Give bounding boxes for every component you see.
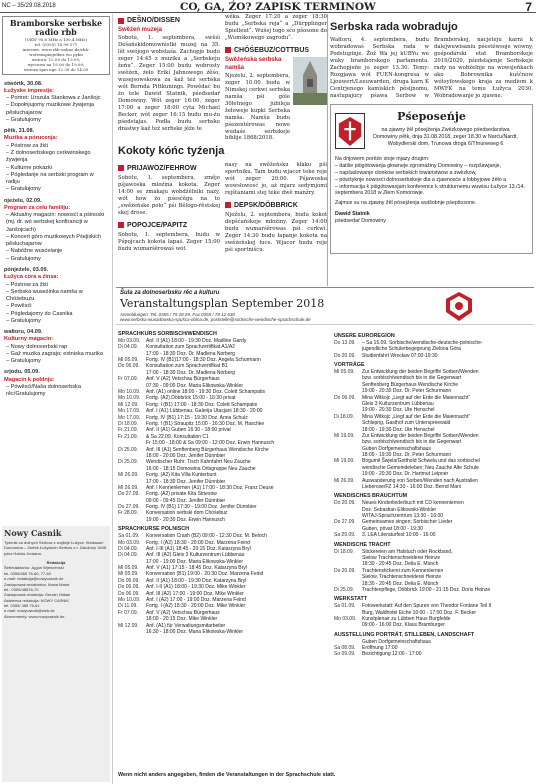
right-column — [330, 14, 533, 284]
event-title: Veranstaltungsplan September 2018 — [120, 297, 325, 310]
agenda-item: – pówšyknje nowosći dolnoserbskeje dla a zjawnosće a lobbyjowe žěło a — [335, 176, 507, 183]
program-day: stwórtk, 30.08. — [4, 80, 43, 87]
issue-label: NC – 35/29.08.2018 — [2, 3, 56, 9]
article-fehrow — [118, 162, 220, 254]
closing-text: Zajmce su na zjawny žěl pósejźenja wutšobnje pśepšosone. — [335, 200, 477, 207]
event-desc: Fortg. I (A2) 18:30 - 20:00 Doz. Mike Winkler — [146, 603, 246, 610]
program-item: – Gratulujomy — [6, 186, 41, 193]
event-date: Di 25.09. — [118, 459, 139, 466]
event-desc: Wendischer Ruhr: Tisch Kahnfahrt Neu Zauche — [146, 459, 251, 466]
event-section-title: AUSSTELLUNG PORTRÄT, STILLEBEN, LANDSCHAFT — [334, 631, 475, 638]
event-desc: Anf. II (A1) 18:00 - 19:30 Doz. Katarzyna Bryl — [146, 577, 247, 584]
article-text: Wałtoru, 4. septembera, budu wobradowaś Serbska rada w Podstupinje. Žož Wa jej kUBYu we wuky bramborskego parlamenta. Zachopjeńe jo zeger 13.30. Temy: Rozgjawa wót FUEN-kongresa w Ljouwert/Leeuwarden, druga karn K Centrjenego kamiskich pěsijnomu, nastupajucy pśawa Serbow w Bramborskej, nacjeteju karni k dalejwuwisaniu pśestéwsoje wowny, gośpodarski etat Bramborskeje 2019/2020, pśedstajenje Serbskeje rady na wobźelnje na wowsjeńkach ako Bobrownika kuščnow wótsyfowskego kraja za mediom k MWFK na temu Łužyca 2030. Wobradowanje jo zjawne. — [330, 37, 533, 100]
event-section-title: VORTRÄGE — [334, 362, 365, 369]
program-section-title: Łužyske impresije: — [4, 87, 55, 94]
invitation-notice — [330, 104, 533, 254]
event-desc: Zur Entwicklung der beiden Begriffe Sorben/Wenden — [362, 432, 479, 439]
event-desc: Anf. (A1) online 18:00 - 19:30 Doz. Colett Schampatis — [146, 389, 265, 396]
nowy-blurb: Tyźenik za dolnych Serbow z wujšeje Łužyce. Wudawaŕ: Domowina – Zwězk Łužyskich Serbow z.t. Załožony 1848 pśez Hańža Jordana. — [4, 539, 107, 556]
agenda-item: – dališe pśigótowanja głowneje zgromažiny Domowiny – rozpšawjanje, — [335, 162, 502, 169]
program-day: srjodu, 05.09. — [4, 369, 40, 376]
event-desc: Fotowerkstatt: Auf den Spuren von Theodor Fontane Teil II — [362, 603, 492, 610]
event-desc: 18:00 - 20:15 Doz. Mike Winkler — [146, 616, 218, 623]
event-date: Di 25.09. — [118, 446, 139, 453]
section-heading: DEPSK/DÖBBRICK — [225, 201, 327, 210]
event-date: Di 11.09. — [118, 603, 138, 610]
event-desc: Fr 15:00 - 18:00 & Sa 09:00 - 12:00 Doz. Erwin Hannusch — [146, 440, 275, 447]
event-desc: 18:00 - 20:00 Doz. Jenifer Dünnbier — [146, 452, 226, 459]
contact-line: Zastupowaś redaktorka: Nowa Maria — [4, 581, 70, 587]
program-section-title: Magacin k połdnju: — [4, 376, 55, 383]
contact-line: tel.: 0355/48576-70 — [4, 586, 39, 592]
program-item: – Gratulujomy — [6, 116, 41, 123]
radio-info-line: tel. (0355) 14 99 171 — [34, 41, 78, 47]
event-date — [334, 484, 362, 490]
event-section-title: UNSERE EUROREGION — [334, 333, 395, 339]
article-text: Njeźelu, 2. septembera, zeger 10.00 budu w Nimskej cerkwi serbska namša pśi góle 30letnego jubileja žełoweje kupki Serbska namša. Namšu budu pśezentérowas nowe wudaśe serbskeje biblije 1868/2018. — [225, 72, 290, 142]
program-day: pónjeźele, 03.09. — [4, 266, 49, 273]
article-headline: Serbska rada wobradujo — [330, 21, 458, 33]
event-desc: Lieberose/FZ 14:30 - 16:00 Doz. Bernd Marx — [362, 484, 462, 491]
event-desc: 19:00 - 20:30 Doz. Dr. Peter Schurmann — [362, 388, 452, 395]
event-desc: Guben Dorfgemeinschaftshaus — [362, 638, 431, 645]
event-desc: Anf. (A1) für Verwaltungsmitarbeiter — [146, 622, 226, 629]
event-date: Fr 28.09. — [118, 510, 139, 517]
event-date: Sa 29.09. — [334, 532, 356, 539]
section-heading: PRIJAWOZ/FEHROW — [118, 164, 220, 173]
program-day: njeźelu, 02.09. — [4, 197, 42, 204]
event-desc: Fortg. I (A2) 18:30 - 20:00 Doz. Marzena Feind — [146, 539, 250, 546]
event-date: Mo 10.09. — [118, 597, 141, 604]
event-date: Do 20.09. — [334, 567, 356, 574]
event-date: Mi 19.09. — [334, 458, 355, 465]
event-desc: Anf. I Kennenlernen (A1) 17:00 - 18:30 Doz. Franz Deuse — [146, 484, 274, 491]
contact-line: Asistenca redakcija: NOWY CASNIK — [4, 597, 70, 603]
event-plan — [116, 287, 534, 781]
program-item: – Gaž muzika zagrajo: estniska muzika — [6, 350, 103, 357]
event-date: Mo 03.09. — [118, 337, 141, 344]
event-desc: 07:30 - 09:00 Doz. Maria Elikowska-Winkler — [146, 382, 243, 389]
event-desc: Neues Kinderliederbuch mit CD kennenlernen — [362, 500, 464, 507]
agenda-list — [335, 163, 528, 197]
event-desc: 18:30 - 20:45 Doz. Delia E. Münch — [362, 580, 439, 587]
contact-line: e-mail: nowycasnik@web.de — [4, 608, 55, 614]
event-row — [334, 353, 532, 359]
event-date: Sa 01.09. — [334, 603, 356, 610]
event-date: Fr 07.09. — [118, 609, 139, 616]
event-date: Mi 12.09. — [118, 622, 139, 629]
event-desc: 17:00 - 18:30 Doz. Dr. Madlena Norberg — [146, 350, 235, 357]
event-date: Mi 26.09. — [118, 472, 139, 479]
program-item: – Koncert góro muzikowych Pśejiskich pěsluchajarow — [6, 233, 102, 248]
event-desc: Trachtenstickerei zum Kennenlernen — [362, 567, 444, 574]
event-desc: Fortg. I (B1) Straupitz 15:00 - 16:30 Doz. M. Haschke — [146, 420, 265, 427]
page-title: CO, GA, ŹO? ZAPISK TERMINOW — [180, 1, 376, 13]
event-desc: 18:00 - 19:30 Doz. Ute Henschel — [362, 426, 435, 433]
event-row — [334, 484, 532, 490]
event-desc: 3. LEA Literaturfest 10:00 - 16:00 — [362, 532, 436, 539]
event-date: Mo 10.09. — [118, 395, 141, 402]
event-desc: 17:00 - 18:30 Doz. Dr. Madlena Norberg — [146, 369, 235, 376]
square-icon — [118, 165, 124, 171]
radio-info-line: internet: www.rbb-online.de/rbb- — [22, 46, 90, 52]
article-doebbrick — [225, 162, 327, 254]
event-date: Mo 03.09. — [118, 539, 141, 546]
event-section-title: SPRACHKURS SORBISCH/WENDISCH — [118, 331, 217, 337]
event-plan-header — [116, 288, 534, 325]
event-date: Do 06.09. — [334, 394, 356, 401]
program-item: – Gratulujomy — [6, 255, 41, 262]
event-desc: 17:00 - 19:00 Doz. Maria Elikowska-Winkler — [146, 558, 243, 565]
left-sidebar — [0, 14, 113, 784]
event-desc: Auswanderung von Sorben/Wenden nach Australien — [362, 477, 478, 484]
event-desc: Anf. III (A1) Senftenberg Bürgerhaus Wendische Kirche — [146, 446, 269, 453]
article-dessen-cont — [225, 14, 327, 142]
event-desc: Konsultation zum Sprachzertifikat B1 — [146, 363, 228, 370]
event-date: Di 18.09. — [118, 420, 139, 427]
event-desc: Trachtenpflege, Döbbrick 19:00 - 21:15 Doz. Doris Heinze — [362, 586, 491, 593]
event-date: Mi 26.09. — [118, 484, 139, 491]
event-desc: Anf. II (A1) Guben 16:30 - 18:00 privat — [146, 427, 231, 434]
program-item: – Powěsći — [6, 303, 32, 310]
event-desc: 19:00 - 20:30 Doz. Erwin Hannusch — [146, 516, 225, 523]
event-date: Mi 05.09. — [118, 571, 139, 578]
article-subhead: Swěźeń muzeja — [118, 27, 163, 34]
nowy-redakcija: Redakcija — [46, 559, 66, 565]
event-desc: Anf. I (A1) Lübbenau, Galerija Utacjani 18:30 - 20:00 — [146, 408, 263, 415]
event-desc: Fortg. IV (B1) 17:15 - 19:30 Doz. Anna Schulz — [146, 414, 248, 421]
event-date: Di 18.09. — [334, 548, 355, 555]
event-date — [118, 629, 146, 635]
event-subtitle: Anmeldungen: Tel. 0355 / 79 28 29, Fax 0355 / 78 12 630 www.serbska-wusadowska-spušca-dolna.de, poststelle@sorbische-wendische-sprachschule.de — [120, 312, 311, 323]
program-section-title: Łužyca cora a źinsa: — [4, 274, 59, 281]
event-row — [334, 532, 532, 538]
contact-line: e-mail: redakcija@nowycasnik.de — [4, 576, 64, 582]
event-date: Di 25.09. — [334, 586, 355, 593]
event-date: Mo 03.09. — [334, 615, 357, 622]
event-desc: Fortg. (A2) private Kita Striesow — [146, 491, 217, 498]
event-desc: 16:00 - 18:15 Domowina Ortsgruppe Neu Zauche — [146, 465, 256, 472]
event-desc: Fortg. (A2) Döbbrick 15:00 - 16:30 privat — [146, 395, 236, 402]
event-desc: Sielow Trachtenschneiderei Heinze — [362, 554, 441, 561]
square-icon — [118, 18, 124, 24]
event-desc: Anf. V (A1) 17:15 - 18:45 Doz. Katarzyna Bryl — [146, 565, 247, 572]
square-icon — [118, 222, 124, 228]
square-icon — [225, 202, 231, 208]
program-item: – Z dolnoserbskego cerkwinskego žywjenja — [6, 149, 91, 164]
event-desc: Zur Entwicklung der beiden Begriffe Sorben/Wenden — [362, 368, 479, 375]
article-text: wěka. Zeger 17:20 a zeger 18:30 budu „Serbska reja“ a „Dürpplinger Spielleut“. Wušej togo sćo pšosone do „Wumškowego zagrodu“. — [225, 14, 327, 41]
event-desc: 19:00 - 20:30 Doz. Dr. Hartmut Leipner — [362, 471, 449, 478]
square-icon — [225, 47, 231, 53]
radio-program — [0, 75, 112, 401]
school-logo-icon — [444, 290, 474, 323]
church-photo-icon — [293, 57, 327, 105]
event-desc: Gemeinsames singen: Sorbischer Lieder — [362, 519, 453, 526]
event-desc: Senftenberg Bürgerhaus Wendische Kirche — [362, 381, 459, 388]
event-date: Do 20.09. — [334, 352, 356, 359]
event-desc: Fortg. (A2) Kita Villa Kunterbunt — [146, 472, 217, 479]
event-date — [334, 622, 362, 628]
event-desc: Guben, privat 18:00 - 19:30 — [362, 525, 423, 532]
event-desc: Mina Witkojc „Liegt auf der Erde die Maiennacht“ — [362, 413, 471, 420]
contact-line: Zastupowaś redakcija: Gerwin Hóšan — [4, 592, 71, 598]
event-desc: Anf. III (A2) 17:00 - 19:00 Doz. Mike Winkler — [146, 590, 244, 597]
radio-info — [5, 37, 107, 72]
radio-title: Bramborske serbske radio rbb — [9, 18, 103, 37]
event-desc: Konversation (B1) 19:00 - 20:30 Doz. Marzena Feind — [146, 571, 264, 578]
event-desc: Anf. V (A2) Vetschau Bürgerhaus — [146, 609, 220, 616]
event-desc: WITAJ-Sprachzentrum 13:30 - 16:00 — [362, 513, 444, 520]
event-desc: jugendliche Schülerbegegnung Zielona Góra — [362, 346, 461, 353]
program-item: – Nowy dolnoserbski rap — [6, 343, 68, 350]
event-date: Mi 05.09. — [118, 565, 139, 572]
contact-line: tel. 0355/ 485 76-61 — [4, 603, 40, 609]
event-date: Do 06.09. — [118, 577, 140, 584]
event-date — [118, 517, 146, 523]
event-section-title: SPRACHKURSE POLNISCH — [118, 526, 189, 533]
radio-info-line: wutora spin nge 12.30 do 14.00 — [23, 66, 89, 72]
domowina-logo-icon — [335, 113, 365, 149]
event-date: Mo 17.09. — [118, 414, 141, 421]
program-item: – Gratulujomy — [6, 317, 41, 324]
event-kicker: Šula za dolnoserbsku rěc a kulturu — [120, 290, 220, 296]
event-desc: Gleis 3 Kulturzentrum Lübbenau — [362, 400, 434, 407]
event-date: Fr 07.09. — [118, 376, 139, 383]
column-divider — [327, 14, 328, 286]
radio-info-line: wutora: 12.00 do 13.00; — [31, 56, 81, 62]
program-item: – Kulturne pokazki — [6, 164, 53, 171]
program-section-title: Muzika a pórucenja: — [4, 135, 58, 142]
event-date: Do 06.09. — [118, 584, 140, 591]
event-desc: Besichtigung 12:00 - 17:00 — [362, 651, 422, 658]
event-date: Di 18.09. — [334, 413, 355, 420]
notice-title: Pśeposeńje — [397, 110, 466, 124]
event-date: Mo 17.09. — [118, 408, 141, 415]
nowy-title: Nowy Casnik — [4, 528, 62, 538]
event-desc: Kunstplenair zu Lübben Haus Burgfelde — [362, 615, 451, 622]
event-desc: 19:00 - 20:30 Doz. Ute Henschel — [362, 407, 435, 414]
event-section-title: WENDISCHE TRACHT — [334, 541, 391, 548]
event-desc: – Sa 15.09. Sorbische/wendische-deutsche-polnische- — [362, 339, 483, 346]
contact-line: Šefredaktorka: Jęgon Wjenceński — [4, 565, 64, 571]
event-date: Sa 08.09. — [334, 645, 356, 652]
event-date: Do 27.09. — [334, 519, 356, 526]
agenda-item: – informacija k pśigótowanjam konference k strukturnemu wuwisu Łužyce 13./14. septembera 2018 w Złem Komorowje. — [335, 183, 525, 197]
program-item: – Pógledanje na serbski program w radiju — [6, 171, 94, 186]
event-row — [118, 629, 328, 635]
event-date: Fr 21.09. — [118, 427, 139, 434]
program-item: – Gratulujomy — [6, 358, 41, 365]
middle-column — [118, 14, 327, 284]
event-desc: Sielow, Trachtenschneiderei Heinze — [362, 574, 442, 581]
event-section-title: WERKSTATT — [334, 596, 368, 603]
event-desc: Burg, Waldhotel Eiche 10:00 - 17:00 Doz. F. Becker — [362, 609, 477, 616]
event-desc: Doz. Sebastian Elikowski-Winkler — [362, 506, 437, 513]
event-desc: Anf. II (A1) 18:00 - 19:30 Doz. Madline Gardy — [146, 337, 247, 344]
event-date: Do 06.09. — [118, 363, 140, 370]
program-item: – Dopołnjujomy muzikowe žywjenja pěsluchajarow — [6, 102, 94, 116]
article-text: Sobotu, 1. septembera, budu w Pśpojcach kokota łapaś. Zeger 15:00 budu wumarśěrowaś wót — [118, 231, 220, 252]
event-desc: 17:00 - 18:30 Doz. Jenifer Dünnbier — [146, 478, 226, 485]
event-desc: Konversation serbski dom Chóśebuz — [146, 510, 228, 517]
program-day: pětk, 31.08. — [4, 128, 35, 135]
contact-line: Abonementy: www.nowycasnik.de — [4, 613, 65, 619]
program-item: – Nabóžne wusćelanje — [6, 248, 63, 255]
contact-line: tel. 0355/485 76-60, 77-60 — [4, 570, 51, 576]
event-desc: Konsultation zum Sprachzertifikat A1/A2 — [146, 344, 235, 351]
event-desc: 18:30 - 20:45 Doz. Delia E. Münch — [362, 561, 439, 568]
event-desc: Stickereien am Halstuch oder Rockband, — [362, 548, 453, 555]
signature-name: Dawid Statnik — [335, 211, 370, 218]
article-headline: Kokoty kóńc tyźenja — [118, 145, 225, 158]
nowy-casnik-box — [2, 526, 110, 782]
page-number: 7 — [525, 0, 532, 14]
event-desc: bzw. sorbisch/wendisch bis in die Gegenwart — [362, 375, 462, 382]
section-heading: DEŠNO/DISSEN — [118, 16, 220, 25]
events-right-column — [334, 330, 532, 658]
event-desc: Eröffnung 17:00 — [362, 645, 398, 652]
program-item: – Póstrow za žiśi — [6, 142, 48, 149]
event-desc: Konversation Crash (B2) 09:00 - 12:30 Doz. M. Beloch — [146, 533, 267, 540]
section-heading: CHÓŚEBUZ/COTTBUS — [225, 46, 327, 55]
event-date: So 09.09. — [334, 651, 356, 658]
program-day: wałtoru, 04.09. — [4, 329, 43, 336]
event-date: Mi 05.09. — [118, 357, 139, 364]
radio-box — [2, 16, 110, 75]
event-date: Di 04.09. — [118, 552, 139, 559]
event-desc: Anf. V (A2) Vetschau Bürgerhaus — [146, 376, 220, 383]
program-item: – Portret: Urszula Stankowa z Janšojc — [6, 95, 101, 102]
event-date: Do 13.09. — [334, 339, 356, 346]
event-row — [118, 517, 328, 523]
event-desc: Anf. I-III (A1) 18:45 - 20:15 Doz. Katarzyna Bryl — [146, 545, 251, 552]
event-desc: Fortg. IV (B1) 17:30 - 19:00 Doz. Jenifer Dünnbier — [146, 504, 257, 511]
program-item: – Serbska wuseśinka namša w Chóśebuzu — [6, 288, 83, 303]
events-left-column — [118, 328, 328, 635]
program-section-title: Kulturny magacin: — [4, 336, 54, 343]
notice-text: na zjawny žěl pósejźenja Zwězkowego pśedsedarstwa Domowiny pětk, dnja 31.08.2018, zeger 18.30 w Narću/Nardt, Wobydlerski dom, Trunowa droga 6/Thruneweg 6 — [373, 127, 518, 148]
nowy-contact — [4, 565, 108, 619]
radio-info-line: (UKW 95,6 MHz a 100,4 MHz) — [25, 36, 87, 42]
event-desc: Anf. I-II (A1) 18:00 - 19:30 Doz. Mike Winkler — [146, 584, 246, 591]
event-date: Do 27.09. — [118, 504, 140, 511]
radio-info-line: wjecorni na 19.00 do 19.00; — [27, 61, 85, 67]
program-item: – Aktualny magacin: nowosći a pśinoski (mj. dr. wó serbskej konfiranciji w Janšojcach) — [6, 212, 105, 233]
event-desc: 09:00 - 16:00 Doz. Klaus Bramburger — [362, 622, 445, 629]
signature-role: pśedsedaŕ Domowiny — [335, 218, 386, 225]
event-desc: & Sa 22.09. Konsultation C1 — [146, 433, 209, 440]
event-date: Sa 01.09. — [118, 533, 140, 540]
radio-info-line: wotrsnspiegelbez wo pyku — [29, 51, 83, 57]
event-row — [334, 587, 532, 593]
event-row — [334, 622, 532, 628]
article-text: Sobotu, 1. septembera, swěśi Dešańskidomownistki muzej na 35. lět swójogo wobstaśa. Zachopje budu zeger 14:45 z muziku a „Serbskeju žeńu“. Zeger 15:00 budu wobrosty swěźeń, żeło Erikí Jahnowego źěśo, wusejsowskowa za kaž teź serbska wót Bernda Pittkunings. Powědać bu źo tele Dawid Statnik, pśedsedaŕ Domowiny. Wót zeger 16:00, zeger 17:00 a zeger 18:00 cyta Michael Becker, wót zeger 16:15 budu mu-źu pśedstajas. Podła budu serbske drastwy kaž teź serbske jěźe te — [118, 34, 220, 132]
program-item: – Pógledajomy do Casnika — [6, 310, 73, 317]
event-desc: Mina Witkojc „Liegt auf der Erde die Maiennacht“ — [362, 394, 471, 401]
event-date: Do 20.09. — [334, 500, 356, 507]
article-dessen — [118, 14, 220, 142]
event-desc: Fortg. IV (B1)17:00 - 18:30 Doz. Angela Schurmann — [146, 357, 261, 364]
program-item: – Pówěsći/Naša dolnoserbska rěc/Gratulujomy — [6, 383, 81, 398]
event-desc: bzw. sorbisch/wendisch bis in die Gegenwart — [362, 439, 462, 446]
event-desc: 16:30 - 18:00 Doz. Maria Elikowska-Winkler — [146, 629, 243, 635]
event-date: Mo 10.09. — [118, 389, 141, 396]
article-text: Sobotu, 1. septembera, změjo pśjawoska młoźina kokota. Zeger 14:00 se zmakaju wobdźělniki nazy, wót how źo pśesćěgu na to „swěźeńske polo“ pśi Bělogo-ŕěstskej skej drose. — [118, 174, 220, 216]
agenda-intro: Na dnjowem porěźe stoje mjazy drugim: — [335, 156, 430, 163]
event-date: Do 27.09. — [118, 491, 140, 498]
event-desc: Studienfahrt Wrocław 07:00-19:30 — [362, 352, 438, 359]
event-date: Mi 12.09. — [118, 401, 139, 408]
section-heading: POPOJCE/PAPITZ — [118, 221, 220, 230]
event-row — [334, 651, 532, 657]
event-desc: Guben Dorfgemeinschaftshaus — [362, 445, 431, 452]
event-date: Fr 21.09. — [118, 433, 139, 440]
event-desc: 18:00 - 19:30 Doz. Dr. Peter Schurmann — [362, 452, 452, 459]
event-section-title: WENDISCHES BRAUCHTUM — [334, 493, 408, 500]
article-subhead: Swěźeńska serbska namša — [225, 57, 282, 71]
event-date: Mi 05.09. — [334, 368, 355, 375]
program-section-title: Program za cełu familiju: — [4, 204, 71, 211]
event-desc: 09:00 - 09:45 Doz. Jenifer Dünnbier — [146, 497, 226, 504]
event-desc: Anf. III (A2) Gleis 3 Kulturzentrum Lübbenau — [146, 552, 245, 559]
page-header — [0, 0, 536, 13]
program-item: – Póstrow za žiśi — [6, 281, 48, 288]
event-date: Mi 19.09. — [334, 432, 355, 439]
event-date: Di 04.09. — [118, 344, 139, 351]
event-desc: Fortg. I (B1) 17:00 - 18:30 Doz. Colett Schampatis — [146, 401, 258, 408]
event-desc: Schleprig, Gasthof zum Unterspreewald — [362, 420, 451, 427]
agenda-item: – napšašowanje cłonkow serbskich towaristwow a zwězkow, — [335, 169, 477, 176]
event-date: Di 04.09. — [118, 545, 139, 552]
event-desc: wendische Gemeindeleben; Neu Zauche Alte Schule — [362, 464, 479, 471]
event-date: Mi 26.09. — [334, 477, 355, 484]
event-footer: Wenn nicht anders angegeben, finden die Veranstaltungen in der Sprachschule statt. — [118, 771, 336, 778]
event-desc: Anf. I (A2) 17:00 - 19:00 Doz. Marzena Feind — [146, 597, 246, 604]
article-text: Njeźelu, 2. septembera, budu kokot depšćańskeje młoźiny. Zeger 14:00 budu wumarśěrowas pśi cerkwi. Zeger 14:30 budu łapanje kokota na swěźeńskej łuce. Wjacor budu reje pśi sportnišću. — [225, 211, 327, 253]
article-text: nasy na swěźeńsku kłaku pśi sportniku. Tam budu wjacor teke reje wót zeger 20:00. Pśjawoska wowsłowosć jo, aż mjarz sedymjomi rejštaniami stej teke dwě manžry. — [225, 161, 327, 196]
event-desc: Bogumił Šwjela/Gotthold Schwela und das sorbische/ — [362, 458, 481, 465]
event-date: Do 06.09. — [118, 590, 140, 597]
